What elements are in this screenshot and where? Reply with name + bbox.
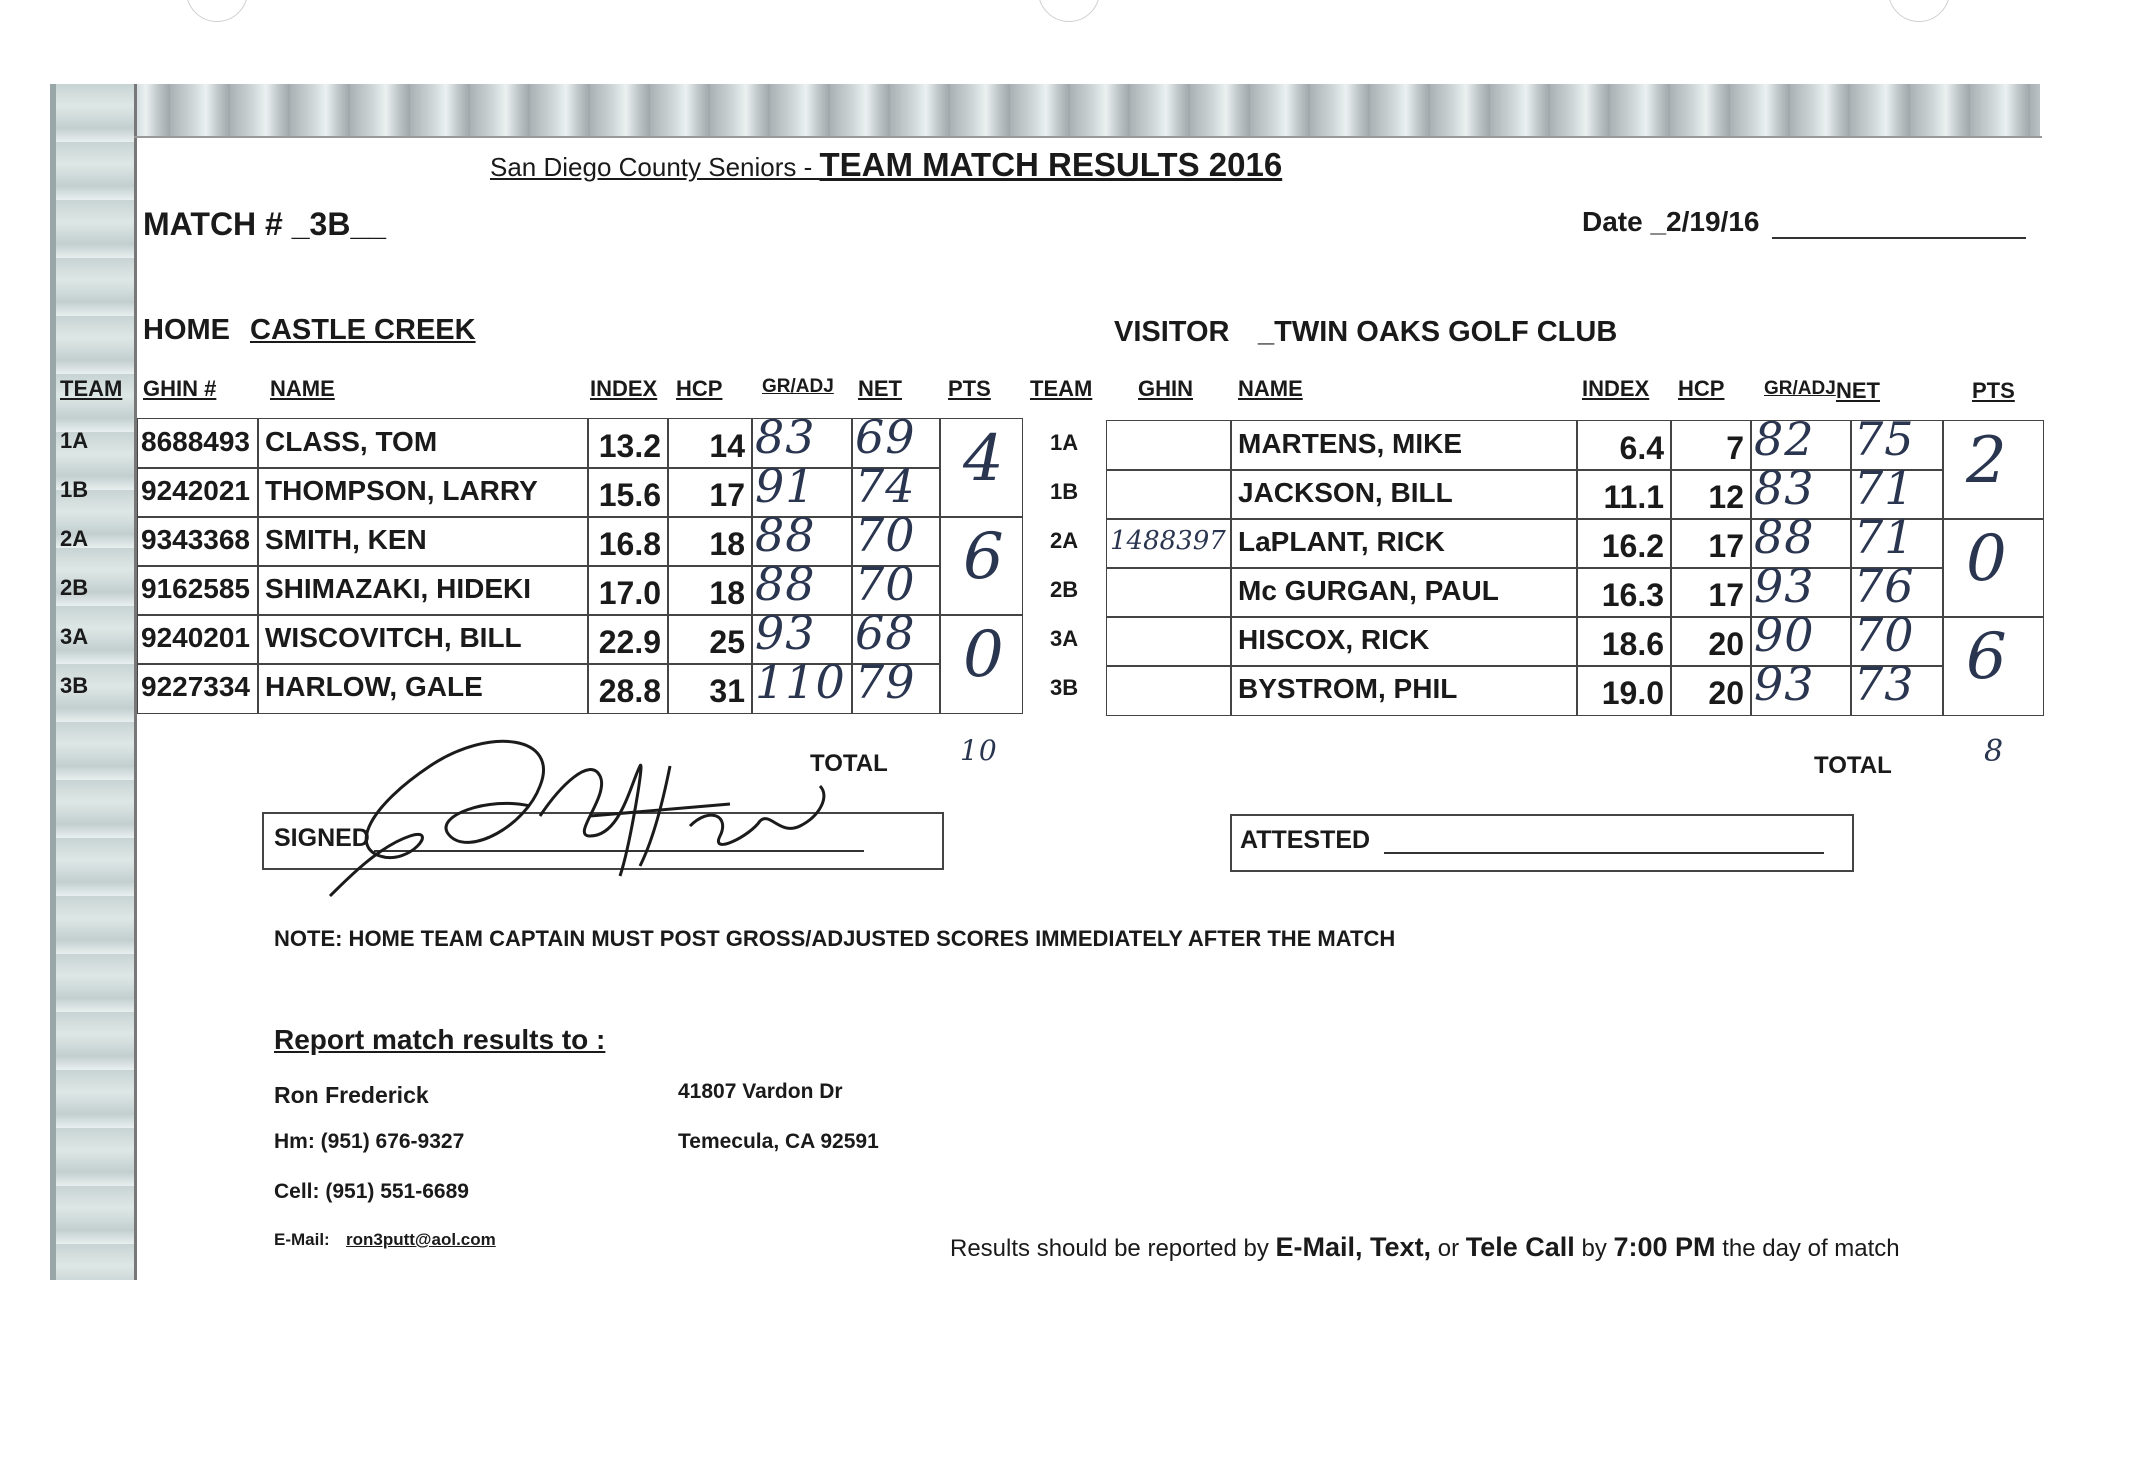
- attested-line[interactable]: [1384, 852, 1824, 854]
- net-score: 75: [1854, 412, 1915, 466]
- team-slot: 2A: [1050, 528, 1079, 553]
- gross-score: 91: [755, 459, 816, 513]
- match-points: 0: [1966, 522, 2007, 596]
- team-slot: 1A: [1050, 430, 1079, 455]
- col-header-team: TEAM: [60, 376, 123, 401]
- course-handicap: 17: [1708, 528, 1744, 564]
- gross-score: 93: [1754, 559, 1815, 613]
- team-slot: 2A: [60, 526, 89, 551]
- col-header-pts: PTS: [948, 376, 991, 401]
- ghin-number: 9242021: [141, 475, 251, 506]
- cell-ghin: [1106, 420, 1232, 471]
- email-link[interactable]: ron3putt@aol.com: [346, 1230, 496, 1249]
- report-heading: Report match results to :: [274, 1024, 606, 1055]
- player-name: THOMPSON, LARRY: [265, 475, 538, 506]
- handicap-index: 28.8: [598, 673, 661, 709]
- footer-text: the day of match: [1715, 1235, 1900, 1262]
- col-header-hcp: HCP: [676, 376, 723, 401]
- punch-hole: [1888, 0, 1950, 22]
- scan-edge-band: [50, 84, 2040, 136]
- ghin-number: 9240201: [141, 622, 251, 653]
- col-header-ghin: GHIN: [1138, 376, 1193, 401]
- handicap-index: 22.9: [598, 624, 661, 660]
- team-slot: 1B: [60, 477, 89, 502]
- gross-score: 83: [755, 410, 816, 464]
- course-handicap: 20: [1708, 626, 1744, 662]
- contact-home-phone: Hm: (951) 676-9327: [274, 1130, 465, 1153]
- match-points: 6: [1966, 620, 2007, 694]
- footer-emphasis: E-Mail, Text,: [1275, 1232, 1432, 1262]
- contact-cell-phone: Cell: (951) 551-6689: [274, 1180, 469, 1203]
- player-name: WISCOVITCH, BILL: [265, 622, 522, 653]
- home-total-label: TOTAL: [810, 750, 888, 777]
- home-total-value: 10: [960, 734, 998, 767]
- handicap-index: 11.1: [1603, 479, 1664, 515]
- handicap-index: 17.0: [598, 575, 661, 611]
- col-header-name: NAME: [1238, 376, 1303, 401]
- team-slot: 3B: [60, 673, 89, 698]
- note-text: NOTE: HOME TEAM CAPTAIN MUST POST GROSS/ADJUSTED SCORES IMMEDIATELY AFTER THE MATCH: [274, 926, 1396, 951]
- team-slot: 3B: [1050, 675, 1079, 700]
- handicap-index: 16.8: [598, 526, 661, 562]
- net-score: 70: [1854, 608, 1915, 662]
- course-handicap: 14: [709, 428, 745, 464]
- match-number: MATCH # _3B__: [143, 206, 387, 242]
- ghin-number: 9162585: [141, 573, 251, 604]
- team-slot: 2B: [1050, 577, 1079, 602]
- divider: [134, 136, 2042, 138]
- col-header-index: INDEX: [1582, 376, 1650, 401]
- match-points: 4: [963, 422, 1004, 496]
- signed-label: SIGNED: [274, 824, 370, 852]
- net-score: 73: [1854, 657, 1915, 711]
- team-slot: 1A: [60, 428, 89, 453]
- gross-score: 88: [1754, 510, 1815, 564]
- gross-score: 88: [755, 508, 816, 562]
- net-score: 69: [855, 410, 916, 464]
- home-label: HOME: [143, 314, 230, 346]
- handicap-index: 18.6: [1601, 626, 1664, 662]
- contact-name: Ron Frederick: [274, 1082, 429, 1108]
- player-name: CLASS, TOM: [265, 426, 438, 457]
- footer-emphasis: 7:00 PM: [1613, 1232, 1716, 1262]
- punch-hole: [1038, 0, 1100, 22]
- footer-instruction: [950, 1232, 1900, 1263]
- net-score: 70: [855, 508, 916, 562]
- net-score: 71: [1854, 461, 1915, 515]
- punch-hole: [186, 0, 248, 22]
- handicap-index: 15.6: [598, 477, 661, 513]
- signature-image: [290, 726, 870, 906]
- course-handicap: 17: [1708, 577, 1744, 613]
- course-handicap: 31: [709, 673, 745, 709]
- visitor-total-label: TOTAL: [1814, 752, 1892, 779]
- player-name: HISCOX, RICK: [1238, 624, 1430, 655]
- ghin-number: 8688493: [141, 426, 251, 457]
- gross-score: 93: [755, 606, 816, 660]
- attested-label: ATTESTED: [1240, 826, 1371, 854]
- net-score: 74: [855, 459, 916, 513]
- page-title: TEAM MATCH RESULTS 2016: [819, 146, 1283, 183]
- title-line: [490, 146, 1282, 184]
- handicap-index: 16.2: [1601, 528, 1664, 564]
- player-name: JACKSON, BILL: [1238, 477, 1453, 508]
- address-line-1: 41807 Vardon Dr: [678, 1080, 843, 1103]
- net-score: 70: [855, 557, 916, 611]
- ghin-number: 1488397: [1110, 526, 1226, 556]
- home-team: CASTLE CREEK: [250, 314, 476, 346]
- col-header-net: NET: [1836, 378, 1880, 403]
- course-handicap: 18: [709, 575, 745, 611]
- player-name: MARTENS, MIKE: [1238, 428, 1462, 459]
- gross-score: 82: [1754, 412, 1815, 466]
- net-score: 71: [1854, 510, 1915, 564]
- footer-text: by: [1574, 1235, 1614, 1262]
- player-name: LaPLANT, RICK: [1238, 526, 1445, 557]
- col-header-hcp: HCP: [1678, 376, 1725, 401]
- visitor-label: VISITOR: [1114, 316, 1230, 348]
- cell-ghin: [1106, 567, 1232, 618]
- handicap-index: 6.4: [1619, 430, 1664, 466]
- course-handicap: 12: [1708, 479, 1744, 515]
- date-underline: [1772, 237, 2026, 239]
- email-label: E-Mail:: [274, 1230, 330, 1249]
- visitor-team: _TWIN OAKS GOLF CLUB: [1258, 316, 1618, 348]
- net-score: 79: [855, 655, 916, 709]
- player-name: BYSTROM, PHIL: [1238, 673, 1458, 704]
- team-slot: 3A: [60, 624, 89, 649]
- col-header-pts: PTS: [1972, 378, 2015, 403]
- gross-score: 93: [1754, 657, 1815, 711]
- col-header-index: INDEX: [590, 376, 658, 401]
- handicap-index: 13.2: [598, 428, 661, 464]
- course-handicap: 20: [1708, 675, 1744, 711]
- net-score: 76: [1854, 559, 1915, 613]
- col-header-gr-adj: GR/ADJ: [1764, 378, 1836, 399]
- course-handicap: 18: [709, 526, 745, 562]
- team-slot: 1B: [1050, 479, 1079, 504]
- footer-emphasis: Tele Call: [1465, 1232, 1575, 1262]
- org-name: San Diego County Seniors -: [490, 152, 820, 182]
- col-header-name: NAME: [270, 376, 335, 401]
- gross-score: 110: [755, 655, 846, 709]
- player-name: Mc GURGAN, PAUL: [1238, 575, 1499, 606]
- footer-text: or: [1431, 1235, 1466, 1262]
- col-header-ghin: GHIN #: [143, 376, 217, 401]
- cell-ghin: [1106, 665, 1232, 716]
- ghin-number: 9343368: [141, 524, 251, 555]
- course-handicap: 7: [1726, 430, 1744, 466]
- match-points: 0: [963, 618, 1004, 692]
- player-name: SMITH, KEN: [265, 524, 427, 555]
- cell-ghin: [1106, 469, 1232, 520]
- match-points: 6: [963, 520, 1004, 594]
- course-handicap: 17: [709, 477, 745, 513]
- match-date: Date _2/19/16: [1582, 206, 1760, 237]
- col-header-gr-adj: GR/ADJ: [762, 376, 834, 397]
- handicap-index: 16.3: [1601, 577, 1664, 613]
- col-header-team: TEAM: [1030, 376, 1093, 401]
- team-slot: 3A: [1050, 626, 1079, 651]
- visitor-total-value: 8: [1984, 734, 2005, 769]
- gross-score: 83: [1754, 461, 1815, 515]
- col-header-net: NET: [858, 376, 902, 401]
- address-line-2: Temecula, CA 92591: [678, 1130, 879, 1153]
- course-handicap: 25: [709, 624, 745, 660]
- gross-score: 88: [755, 557, 816, 611]
- player-name: SHIMAZAKI, HIDEKI: [265, 573, 531, 604]
- cell-ghin: [1106, 616, 1232, 667]
- match-points: 2: [1966, 424, 2007, 498]
- gross-score: 90: [1754, 608, 1815, 662]
- footer-text: Results should be reported by: [950, 1235, 1276, 1262]
- net-score: 68: [855, 606, 916, 660]
- handicap-index: 19.0: [1601, 675, 1664, 711]
- ghin-number: 9227334: [141, 671, 251, 702]
- team-slot: 2B: [60, 575, 89, 600]
- player-name: HARLOW, GALE: [265, 671, 483, 702]
